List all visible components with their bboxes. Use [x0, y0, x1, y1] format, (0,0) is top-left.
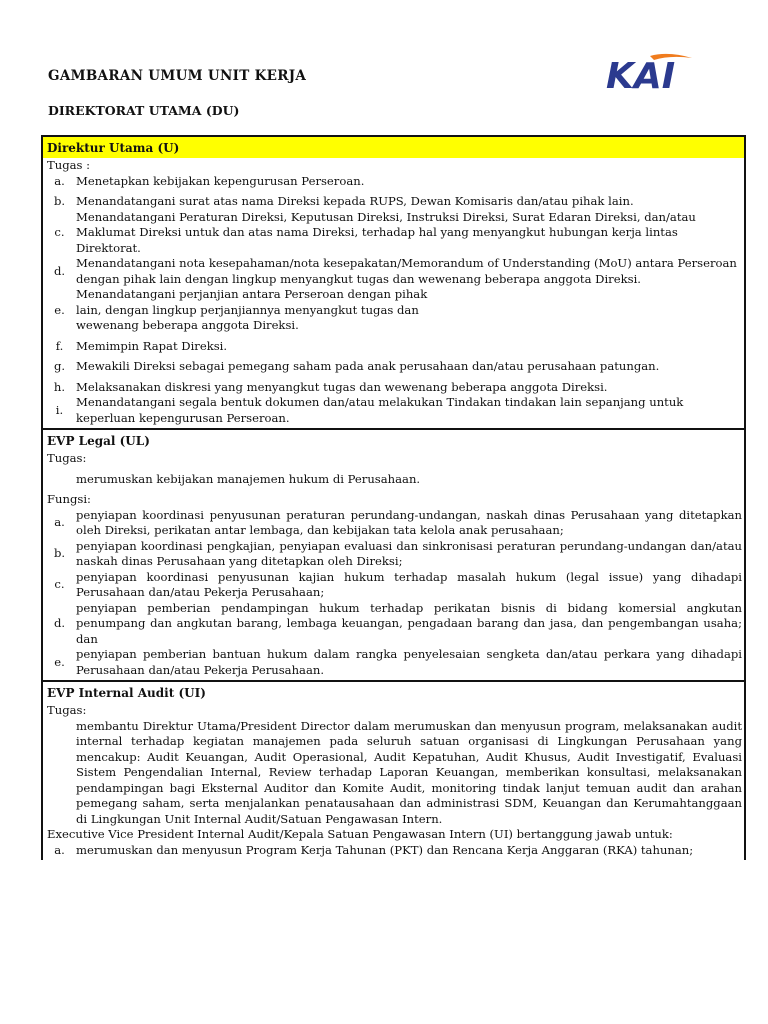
- tugas-label: Tugas:: [47, 451, 87, 465]
- ui-item-list: [43, 843, 744, 859]
- fungsi-label: Fungsi:: [47, 492, 91, 506]
- tugas-text: membantu Direktur Utama/President Director dalam merumuskan dan menyusun program, melaksanakan audit internal terhadap kegiatan manajemen pada seluruh satuan organisasi di Lingkungan Perusahaan yang mencakup: Audit Keuangan, Audit Operasional, Audit Kepatuhan, Audit Khusus, Audit Investigatif, Evaluasi Sistem Pengendalian Internal, Review terhadap Laporan Keuangan, memberikan konsultasi, melaksanakan pendampingan bagi Eksternal Auditor dan Komite Audit, monitoring tindak lanjut temuan audit dan arahan pemegang saham, serta menjalankan penatausahaan dan administrasi SDM, Keuangan dan Kerumahtanggaan di Lingkungan Unit Internal Audit/Satuan Pengawasan Intern.: [76, 718, 742, 826]
- list-item: b. Menandatangani surat atas nama Direksi kepada RUPS, Dewan Komisaris dan/atau pihak lain.: [53, 194, 634, 208]
- section-head: EVP Legal (UL): [47, 434, 150, 448]
- list-item: d. penyiapan pemberian pendampingan hukum terhadap perikatan bisnis di bidang komersial angkutan penumpang dan angkutan barang, lembaga keuangan, pengadaan barang dan jasa, dan pengembangan usaha; dan: [53, 600, 742, 646]
- kai-logo: [604, 52, 696, 92]
- responsibility-text: Executive Vice President Internal Audit/Kepala Satuan Pengawasan Intern (UI) bertanggung jawab untuk:: [47, 827, 673, 841]
- section-evp-internal-audit: [43, 680, 744, 860]
- section-head: EVP Internal Audit (UI): [47, 686, 206, 700]
- section-evp-legal: [43, 428, 744, 680]
- list-item: f. Memimpin Rapat Direksi.: [55, 338, 228, 353]
- list-item: b. penyiapan koordinasi pengkajian, penyiapan evaluasi dan sinkronisasi peraturan perundang-undangan dan/atau naskah dinas Perusahaan yang ditetapkan oleh Direksi;: [53, 538, 742, 568]
- list-item: h. Melaksanakan diskresi yang menyangkut tugas dan wewenang beberapa anggota Direksi.: [53, 379, 608, 394]
- tugas-label: Tugas:: [47, 703, 87, 717]
- document-title: GAMBARAN UMUM UNIT KERJA: [48, 68, 307, 84]
- svg-text:KAI: KAI: [606, 56, 676, 92]
- tugas-text: merumuskan kebijakan manajemen hukum di Perusahaan.: [76, 471, 421, 486]
- tugas-label: Tugas :: [47, 158, 91, 172]
- list-item: c. penyiapan koordinasi penyusunan kajian hukum terhadap masalah hukum (legal issue) yang dihadapi Perusahaan dan/atau Pekerja Perusahaan;: [54, 569, 742, 599]
- list-item: g. Mewakili Direksi sebagai pemegang saham pada anak perusahaan dan/atau perusahaan patungan.: [53, 359, 660, 373]
- list-item: e. penyiapan pemberian bantuan hukum dalam rangka penyelesaian sengketa dan/atau perkara yang dihadapi Perusahaan dan/atau Pekerja Perusahaan.: [54, 647, 742, 677]
- du-item-list: [43, 174, 744, 427]
- list-item: c. Menandatangani Peraturan Direksi, Keputusan Direksi, Instruksi Direksi, Surat Edaran Direksi, dan/atau Maklumat Direksi untuk dan atas nama Direksi, terhadap hal yang menyangkut hubungan kerja lintas Direktorat.: [54, 209, 696, 255]
- ul-item-list: [43, 508, 744, 679]
- list-item: a. penyiapan koordinasi penyusunan peraturan perundang-undangan, naskah dinas Perusahaan yang ditetapkan oleh Direksi, perikatan antar lembaga, dan kebijakan tata kelola anak perusahaan;: [54, 507, 742, 537]
- work-unit-table: [41, 135, 746, 860]
- section-head: Direktur Utama (U): [43, 137, 744, 158]
- list-item: a. Menetapkan kebijakan kepengurusan Perseroan.: [54, 173, 365, 188]
- list-item: e. Menandatangani perjanjian antara Perseroan dengan pihak lain, dengan lingkup perjanjiannya menyangkut tugas dan wewenang beberapa anggota Direksi.: [54, 287, 428, 332]
- section-direktur-utama: [43, 135, 744, 428]
- list-item: d. Menandatangani nota kesepahaman/nota kesepakatan/Memorandum of Understanding (MoU) antara Perseroan dengan pihak lain dengan lingkup menyangkut tugas dan wewenang beberapa anggota Direksi.: [53, 256, 737, 286]
- list-item: a. merumuskan dan menyusun Program Kerja Tahunan (PKT) dan Rencana Kerja Anggaran (RKA) tahunan;: [54, 842, 694, 857]
- document-subtitle: DIREKTORAT UTAMA (DU): [48, 103, 240, 118]
- list-item: i. Menandatangani segala bentuk dokumen dan/atau melakukan Tindakan tindakan lain sepanjang untuk keperluan kepengurusan Perseroan.: [55, 395, 684, 425]
